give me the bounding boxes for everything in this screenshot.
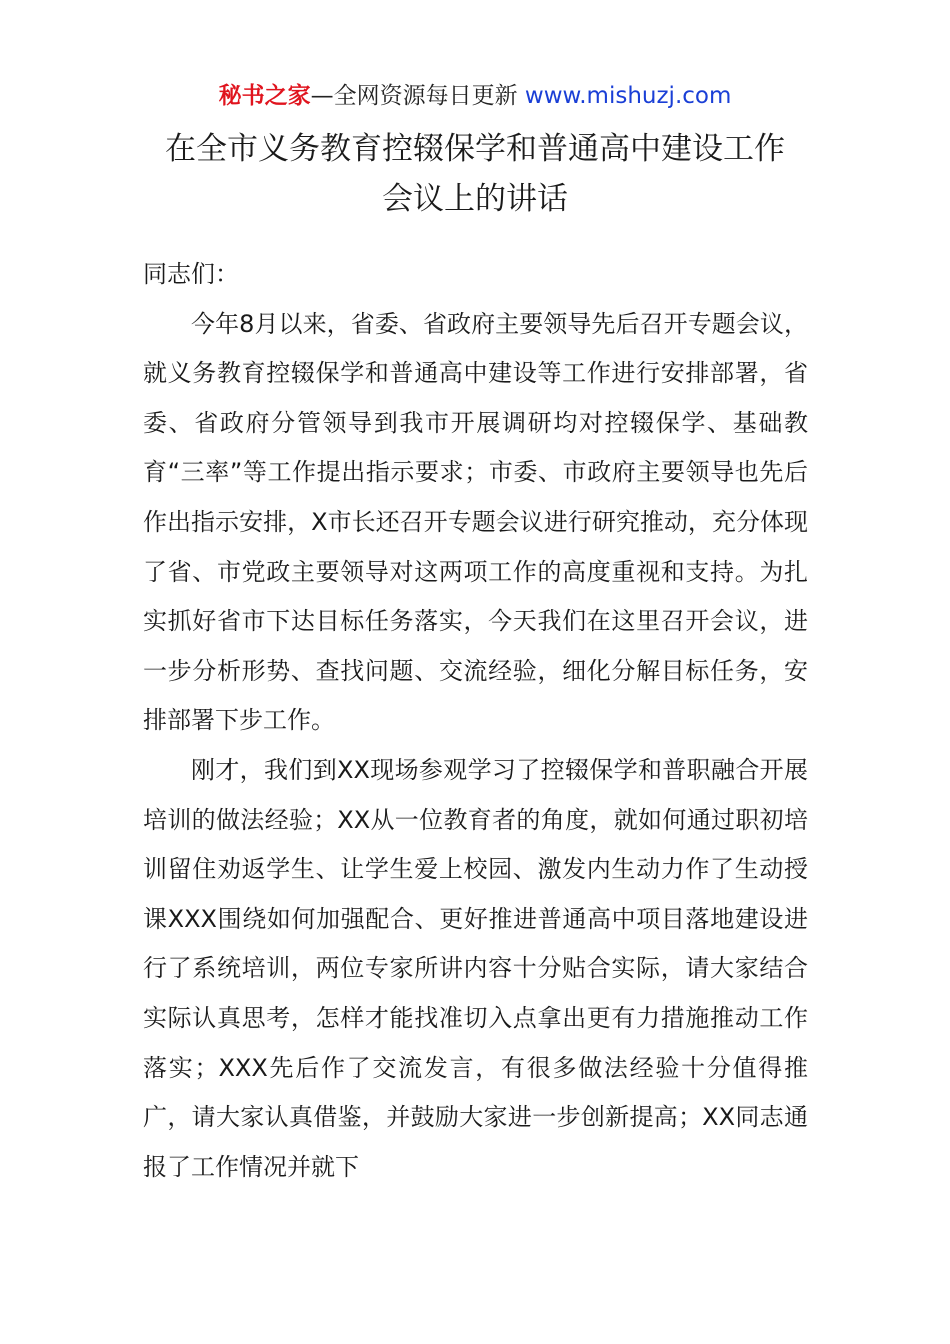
document-title-line-1: 在全市义务教育控辍保学和普通高中建设工作 [165, 131, 785, 167]
site-url-link[interactable]: www.mishuzj.com [524, 83, 732, 109]
body-paragraph-2: 刚才，我们到XX现场参观学习了控辍保学和普职融合开展培训的做法经验；XX从一位教育者的角度，就如何通过职初培训留住劝返学生、让学生爱上校园、激发内生动力作了生动授课XXX围绕如何加强配合、更好推进普通高中项目落地建设进行了系统培训，两位专家所讲内容十分贴合实际，请大家结合实际认真思考，怎样才能找准切入点拿出更有力措施推动工作落实；XXX先后作了交流发言，有很多做法经验十分值得推广，请大家认真借鉴，并鼓励大家进一步创新提高；XX同志通报了工作情况并就下 [143, 755, 808, 1181]
document-body [143, 250, 808, 1192]
site-header [0, 80, 950, 112]
site-tagline: —全网资源每日更新 [310, 83, 525, 109]
salutation: 同志们： [143, 260, 239, 288]
document-title [100, 124, 850, 224]
site-brand: 秘书之家 [218, 83, 311, 109]
body-paragraph-1: 今年8月以来，省委、省政府主要领导先后召开专题会议，就义务教育控辍保学和普通高中建设等工作进行安排部署，省委、省政府分管领导到我市开展调研均对控辍保学、基础教育“三率”等工作提出指示要求；市委、市政府主要领导也先后作出指示安排，X市长还召开专题会议进行研究推动，充分体现了省、市党政主要领导对这两项工作的高度重视和支持。为扎实抓好省市下达目标任务落实，今天我们在这里召开会议，进一步分析形势、查找问题、交流经验，细化分解目标任务，安排部署下步工作。 [143, 309, 808, 735]
document-title-line-2: 会议上的讲话 [382, 181, 568, 217]
